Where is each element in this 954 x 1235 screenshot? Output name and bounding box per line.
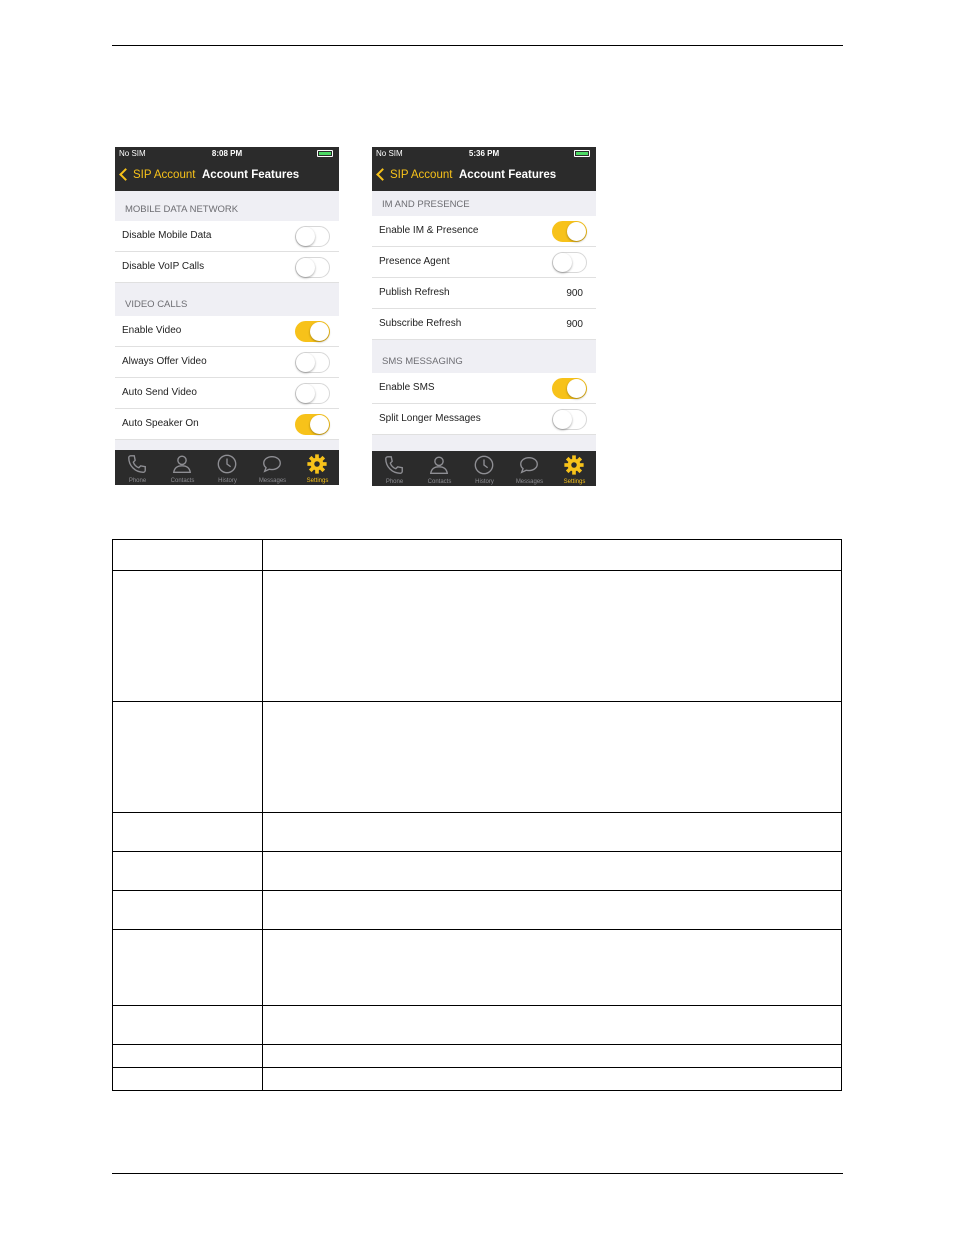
disable-mobile-data-toggle[interactable] — [295, 226, 330, 247]
back-chevron-icon[interactable] — [376, 168, 389, 181]
setting-row[interactable] — [115, 221, 339, 252]
enable-im-presence-toggle[interactable] — [552, 221, 587, 242]
tab-settings[interactable]: Settings — [552, 451, 596, 486]
row-label: Split Longer Messages — [379, 413, 481, 424]
tab-messages[interactable]: Messages — [507, 451, 552, 486]
chat-bubble-icon — [518, 454, 540, 476]
enable-sms-toggle[interactable] — [552, 378, 587, 399]
table-cell — [263, 1006, 842, 1045]
table-cell — [263, 702, 842, 813]
row-label: Enable IM & Presence — [379, 225, 479, 236]
gear-icon — [563, 454, 585, 476]
setting-row[interactable] — [372, 309, 596, 340]
phone-icon — [383, 454, 405, 476]
table-cell — [113, 852, 263, 891]
status-time: 5:36 PM — [468, 149, 500, 158]
table-row — [113, 1068, 842, 1091]
setting-row[interactable] — [115, 409, 339, 440]
table-row — [113, 702, 842, 813]
table-cell — [113, 702, 263, 813]
tab-messages[interactable]: Messages — [250, 450, 295, 485]
row-label: Disable VoIP Calls — [122, 261, 205, 272]
setting-row[interactable] — [372, 404, 596, 435]
setting-row[interactable] — [115, 347, 339, 378]
setting-row[interactable] — [115, 378, 339, 409]
table-cell — [113, 891, 263, 930]
back-button[interactable]: SIP Account — [390, 169, 453, 181]
row-label: Subscribe Refresh — [379, 318, 462, 329]
split-longer-messages-toggle[interactable] — [552, 409, 587, 430]
back-chevron-icon[interactable] — [119, 168, 132, 181]
contacts-icon — [171, 453, 193, 475]
battery-icon — [317, 150, 333, 157]
tab-history[interactable]: History — [462, 451, 507, 486]
chat-bubble-icon — [261, 453, 283, 475]
section-header: MOBILE DATA NETWORK — [125, 204, 239, 215]
carrier-label: No SIM — [376, 149, 403, 158]
phone-screenshot-2 — [372, 147, 596, 486]
setting-row[interactable] — [372, 247, 596, 278]
auto-send-video-toggle[interactable] — [295, 383, 330, 404]
status-bar — [115, 147, 339, 161]
table-cell — [113, 1006, 263, 1045]
row-label: Always Offer Video — [122, 356, 207, 367]
table-cell — [263, 571, 842, 702]
back-button[interactable]: SIP Account — [133, 169, 196, 181]
clock-icon — [216, 453, 238, 475]
table-cell — [113, 1068, 263, 1091]
setting-row[interactable] — [372, 373, 596, 404]
setting-row[interactable] — [372, 216, 596, 247]
page-title: Account Features — [459, 169, 557, 181]
tab-bar — [372, 451, 596, 486]
contacts-icon — [428, 454, 450, 476]
tab-contacts[interactable]: Contacts — [417, 451, 462, 486]
setting-row[interactable] — [115, 316, 339, 347]
table-cell — [263, 852, 842, 891]
row-label: Enable SMS — [379, 382, 435, 393]
table-cell — [113, 930, 263, 1006]
row-label: Disable Mobile Data — [122, 230, 212, 241]
table-cell — [263, 930, 842, 1006]
row-label: Enable Video — [122, 325, 182, 336]
phone-screenshot-1 — [115, 147, 339, 485]
tab-contacts[interactable]: Contacts — [160, 450, 205, 485]
enable-video-toggle[interactable] — [295, 321, 330, 342]
clock-icon — [473, 454, 495, 476]
page-title: Account Features — [202, 169, 300, 181]
gear-icon — [306, 453, 328, 475]
table-row — [113, 891, 842, 930]
tab-settings[interactable]: Settings — [295, 450, 339, 485]
table-row — [113, 1045, 842, 1068]
presence-agent-toggle[interactable] — [552, 252, 587, 273]
section-header: SMS MESSAGING — [382, 356, 463, 367]
setting-row[interactable] — [372, 278, 596, 309]
tab-phone[interactable]: Phone — [372, 451, 417, 486]
nav-bar — [115, 161, 339, 191]
publish-refresh-value[interactable]: 900 — [566, 288, 583, 299]
row-label: Presence Agent — [379, 256, 450, 267]
row-label: Auto Send Video — [122, 387, 197, 398]
table-cell — [113, 1045, 263, 1068]
table-cell — [113, 540, 263, 571]
table-cell — [113, 571, 263, 702]
header-rule — [112, 45, 843, 46]
battery-icon — [574, 150, 590, 157]
section-header: VIDEO CALLS — [125, 299, 188, 310]
disable-voip-calls-toggle[interactable] — [295, 257, 330, 278]
carrier-label: No SIM — [119, 149, 146, 158]
table-row — [113, 852, 842, 891]
row-label: Auto Speaker On — [122, 418, 199, 429]
section-header: IM AND PRESENCE — [382, 199, 470, 210]
tab-history[interactable]: History — [205, 450, 250, 485]
tab-bar — [115, 450, 339, 485]
table-row — [113, 571, 842, 702]
subscribe-refresh-value[interactable]: 900 — [566, 319, 583, 330]
table-cell — [263, 813, 842, 852]
status-time: 8:08 PM — [211, 149, 243, 158]
nav-bar — [372, 161, 596, 191]
setting-row[interactable] — [115, 252, 339, 283]
always-offer-video-toggle[interactable] — [295, 352, 330, 373]
table-row — [113, 930, 842, 1006]
table-cell — [113, 813, 263, 852]
table-cell — [263, 891, 842, 930]
table-row — [113, 813, 842, 852]
auto-speaker-on-toggle[interactable] — [295, 414, 330, 435]
phone-icon — [126, 453, 148, 475]
tab-phone[interactable]: Phone — [115, 450, 160, 485]
table-cell — [263, 540, 842, 571]
footer-rule — [112, 1173, 843, 1174]
table-cell — [263, 1068, 842, 1091]
row-label: Publish Refresh — [379, 287, 450, 298]
settings-description-table — [112, 539, 842, 1091]
table-row — [113, 540, 842, 571]
table-row — [113, 1006, 842, 1045]
table-cell — [263, 1045, 842, 1068]
status-bar — [372, 147, 596, 161]
